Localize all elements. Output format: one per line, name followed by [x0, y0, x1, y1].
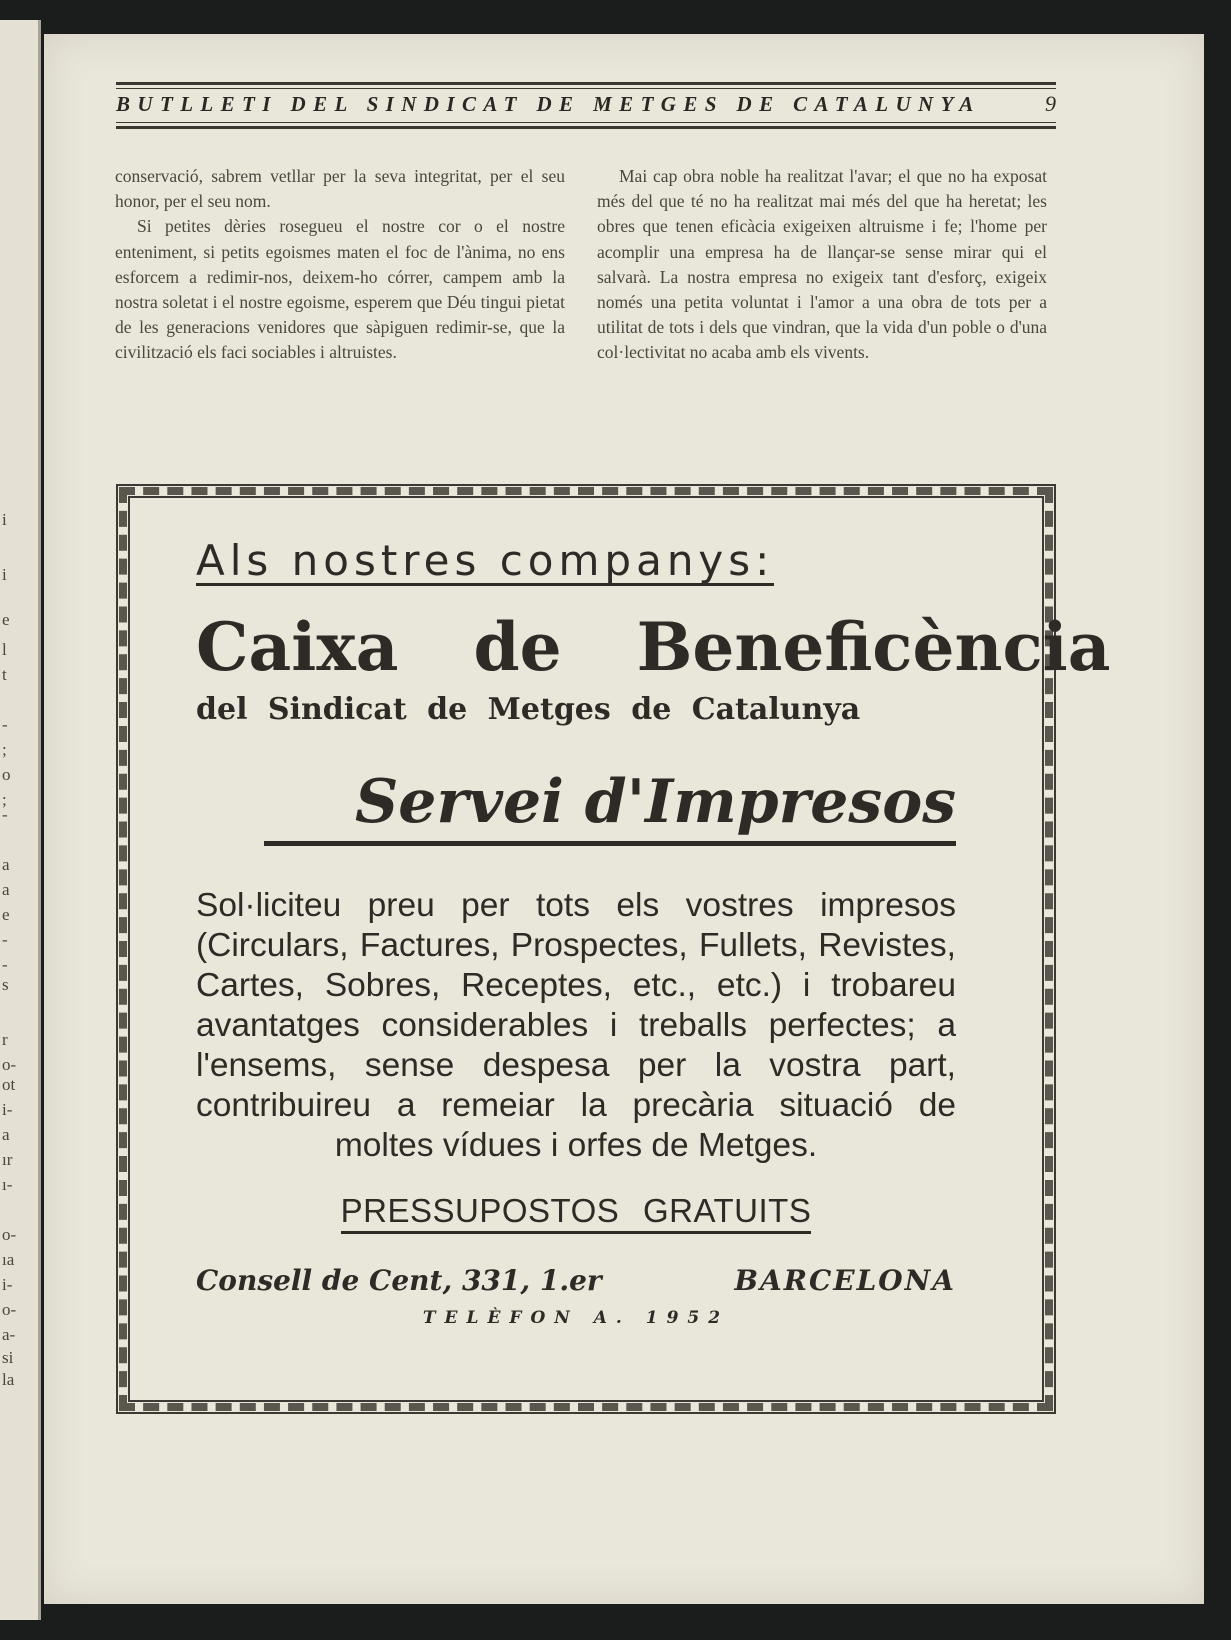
paragraph: Mai cap obra noble ha realitzat l'avar; el que no ha exposat més del que té no ha realitzat mai més del que ha heretat; les obres que tenen eficàcia exigeixen altruisme i fe; l'home per acomplir una empresa ha de llançar-se sense mirar qui el salvarà. La nostra empresa no exigeix tant d'esforç, exigeix només una petita voluntat i l'amor a una obra de tots per a utilitat de tots i dels que vindran, que la vida d'un poble o d'una col·lectivitat no acaba amb els vivents. [597, 166, 1047, 363]
prev-page-text-fragment: - [2, 930, 8, 949]
prev-page-text-fragment: e [2, 610, 10, 629]
service-underline [264, 841, 956, 846]
running-header [116, 82, 1056, 132]
prev-page-text-fragment: - [2, 955, 8, 974]
prev-page-text-fragment: - [2, 715, 8, 734]
prev-page-text-fragment: ır [2, 1150, 13, 1169]
prev-page-text-fragment: ; [2, 740, 7, 759]
prev-page-text-fragment: t [2, 665, 7, 684]
advertisement-content [196, 536, 1111, 1328]
ad-body: Sol·liciteu preu per tots els vostres impresos (Circulars, Factures, Prospectes, Fullets, Revistes, Cartes, Sobres, Receptes, etc., etc.) i trobareu avantatges considerables i treballs perfectes; a l'ensems, sense despesa per la vostra part, contribuireu a remeiar la precària situació de moltes vídues i orfes de Metges. [196, 887, 956, 1164]
prev-page-text-fragment: - [2, 805, 8, 824]
prev-page-text-fragment: s [2, 975, 9, 994]
prev-page-text-fragment: e [2, 905, 10, 924]
ad-address-line [196, 1264, 956, 1304]
ad-budgets [196, 1192, 956, 1230]
journal-title: BUTLLETI DEL SINDICAT DE METGES DE CATALUNYA [116, 92, 981, 116]
ad-service-heading: Servei d'Impresos [354, 767, 956, 837]
previous-page-edge [0, 20, 41, 1620]
header-rule [116, 126, 1056, 129]
prev-page-text-fragment: l [2, 640, 7, 659]
header-rule [116, 88, 1056, 89]
prev-page-text-fragment: a- [2, 1325, 16, 1344]
prev-page-text-fragment: la [2, 1370, 15, 1389]
page [44, 34, 1204, 1604]
ad-subtitle: del Sindicat de Metges de Catalunya [196, 692, 861, 727]
prev-page-text-fragment: ot [2, 1075, 16, 1094]
paragraph: Si petites dèries rosegueu el nostre cor o el nostre enteniment, si petits egoismes maten el foc de l'ànima, no ens esforcem a redimir-nos, deixem-ho córrer, campem amb la nostra soletat i el nostre egoisme, esperem que Déu tingui pietat de les generacions venidores que sàpiguen redimir-se, que la civilització els faci sociables i altruistes. [115, 216, 565, 363]
prev-page-text-fragment: ; [2, 790, 7, 809]
prev-page-text-fragment: o- [2, 1300, 17, 1319]
prev-page-text-fragment: o- [2, 1055, 17, 1074]
prev-page-text-fragment: ıa [2, 1250, 15, 1269]
prev-page-text-fragment: r [2, 1030, 8, 1049]
header-rule [116, 82, 1056, 85]
text-column-left [115, 164, 565, 366]
prev-page-text-fragment: i- [2, 1100, 13, 1119]
budgets-label: PRESSUPOSTOS GRATUITS [341, 1192, 812, 1234]
header-rule [116, 122, 1056, 123]
text-column-right [597, 164, 1047, 366]
page-number: 9 [1045, 91, 1056, 116]
prev-page-text-fragment: o- [2, 1225, 17, 1244]
prev-page-text-fragment: o [2, 765, 11, 784]
prev-page-text-fragment: a [2, 855, 10, 874]
prev-page-text-fragment: i- [2, 1275, 13, 1294]
prev-page-text-fragment: i [2, 565, 7, 584]
advertisement [116, 484, 1111, 1414]
phone-number: TELÈFON A. 1952 [422, 1308, 730, 1328]
prev-page-text-fragment: ı- [2, 1175, 13, 1194]
street-address: Consell de Cent, 331, 1.er [196, 1264, 602, 1297]
prev-page-text-fragment: si [2, 1348, 14, 1367]
prev-page-text-fragment: a [2, 880, 10, 899]
ad-title: Caixa de Beneficència [196, 608, 1111, 686]
prev-page-text-fragment: i [2, 510, 7, 529]
prev-page-text-fragment: a [2, 1125, 10, 1144]
city: BARCELONA [734, 1264, 956, 1297]
paragraph: conservació, sabrem vetllar per la seva integritat, per el seu honor, per el seu nom. [115, 166, 565, 212]
ad-greeting: Als nostres companys: [196, 536, 775, 585]
